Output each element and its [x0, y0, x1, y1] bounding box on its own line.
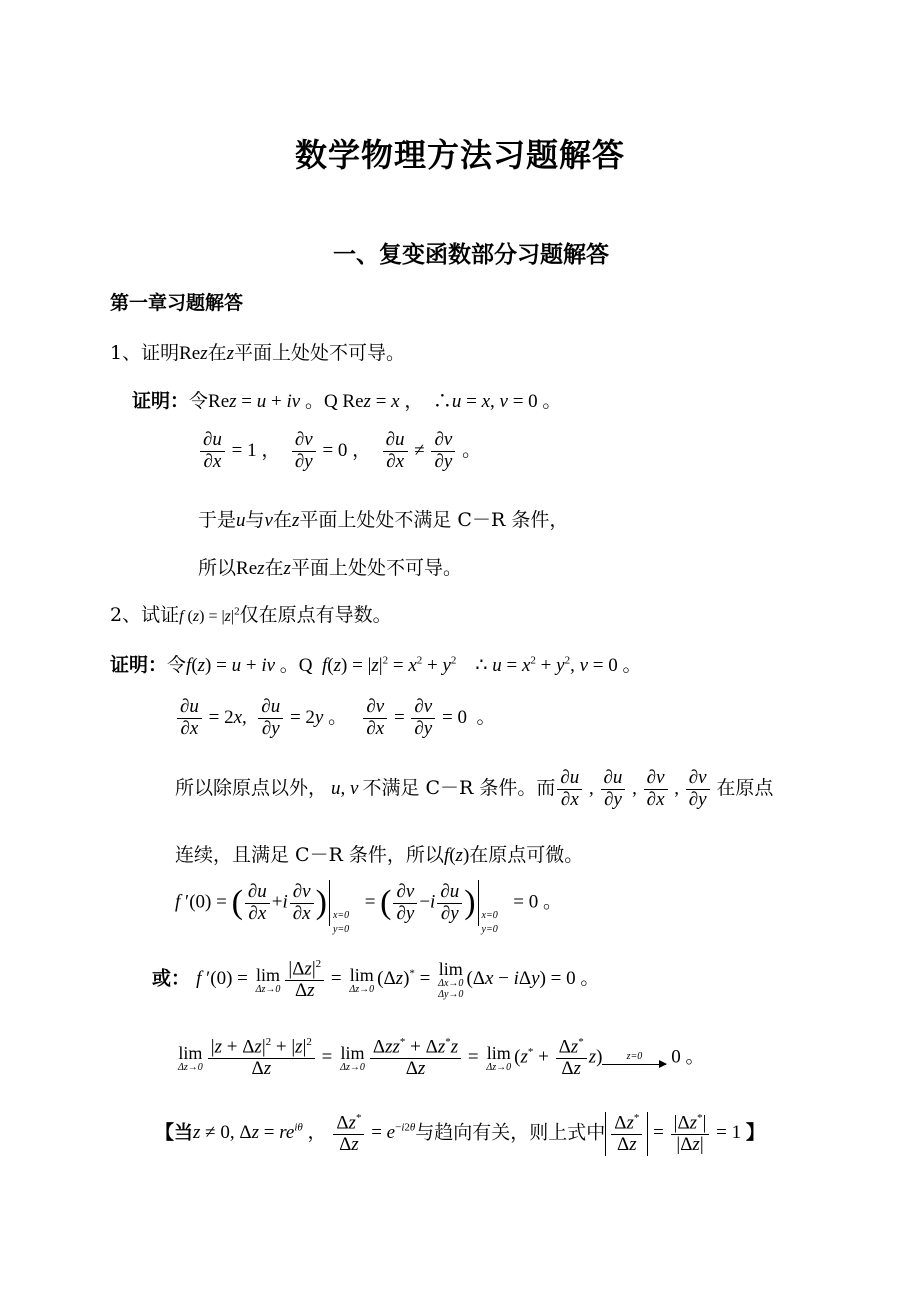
proof-2-line-1: [110, 650, 641, 677]
re-symbol: Re: [179, 343, 201, 364]
text: 在: [272, 509, 292, 531]
proof-1-conclusion-a: [198, 505, 568, 532]
var-z: z: [283, 558, 291, 579]
text-in: 在: [207, 342, 227, 364]
proof-2-equation-2: f ′(0) = ( $\frac{\partial u}{\partial x}$ +i $\frac{\partial v}{\partial x}$ ) x=0 y=0 = ( $\frac{\partial v}{\partial y}$ −i $\frac{\partial u}{\partial y}$ ) x=0 y=0 = 0 。: [175, 880, 562, 935]
equation: f ′(0) = lim Δz→0 $\frac{|\Delta z|^2}{\Delta z}$ = lim Δz→0 (Δz)* = lim Δx→0 Δy→0 (Δx − iΔy) = 0 。: [196, 958, 600, 1002]
proof-2-equation-1: $\frac{\partial u}{\partial x}$ = 2x, $\frac{\partial u}{\partial y}$ = 2y 。 $\frac{\partial v}{\partial x}$ = $\frac{\partial v}{\partial y}$ = 0 。: [175, 697, 495, 740]
text: 连续，且满足 C－R 条件，所以: [175, 844, 444, 866]
equation: f(z): [443, 845, 470, 866]
chapter-heading: 第一章习题解答: [110, 292, 244, 314]
text-let: 令: [189, 390, 209, 412]
text: 平面上处处不满足 C－R 条件，: [299, 509, 569, 531]
var-z: z: [291, 510, 300, 531]
alternative-line-2: lim Δz→0 $\frac{|z + \Delta z|^2 + |z|^2}{\Delta z}$ = lim Δz→0 $\frac{\Delta zz^* + \Delta z^*z}{\Delta z}$ = lim Δz→0 (z* + $\frac{\Delta z^*}{\Delta z}$ z) z=0 0 。: [178, 1036, 705, 1080]
re-symbol: Re: [236, 558, 258, 579]
equation: $\frac{\Delta z^*}{\Delta z}$ = $\frac{|\Delta z^*|}{|\Delta z|}$ = 1: [605, 1122, 746, 1143]
text: 所以除原点以外，: [175, 776, 328, 799]
note-line: [155, 1112, 765, 1156]
alternative-line-1: [152, 958, 599, 1002]
equation: u, v: [331, 777, 359, 799]
equation: z ≠ 0, $\Delta z = re^{i\theta}$ ， $\frac{\Delta z^*}{\Delta z}$ = $e^{-i2\theta}$: [193, 1112, 416, 1156]
text: 与: [245, 509, 265, 531]
note-open: 【当: [155, 1121, 194, 1144]
note-close: 】: [745, 1121, 765, 1144]
text: 不满足 C－R 条件。而: [362, 776, 556, 799]
page-title: 数学物理方法习题解答: [294, 136, 625, 174]
text-let: 令: [167, 654, 187, 676]
proof-label: 证明：: [110, 654, 168, 676]
text: 所以: [198, 557, 237, 579]
text: 在原点: [716, 776, 774, 799]
problem-2-statement: [110, 600, 392, 627]
text: 在原点可微。: [469, 844, 584, 866]
problem-2-number: 2、试证: [110, 604, 180, 626]
proof-1-line-1: [132, 386, 561, 413]
text: 在: [264, 557, 284, 579]
equation: Rez = u + iv 。Q Rez = x ， ∴u = x, v = 0 。: [208, 391, 562, 412]
var-z: z: [200, 343, 208, 364]
proof-1-equation: $\frac{\partial u}{\partial x}$ = 1 ， $\frac{\partial v}{\partial y}$ = 0 ， $\frac{\partial u}{\partial x}$ ≠ $\frac{\partial v}{\partial y}$ 。: [198, 430, 481, 473]
equation: f $(z) = |z|^2$: [179, 605, 240, 625]
proof-2-line-4: [175, 840, 583, 867]
problem-1-number: 1、证明: [110, 342, 180, 364]
var-z: z: [226, 343, 235, 364]
or-label: 或：: [152, 967, 191, 990]
proof-2-line-3: [175, 768, 773, 811]
equation: $\frac{\partial u}{\partial x}$ , $\frac{\partial u}{\partial y}$ , $\frac{\partial v}{\partial x}$ , $\frac{\partial v}{\partial y}$: [555, 778, 716, 799]
problem-1-statement: [110, 338, 405, 365]
problem-2-text: 仅在原点有导数。: [239, 604, 392, 626]
section-heading: 一、复变函数部分习题解答: [333, 242, 609, 268]
proof-label: 证明：: [132, 390, 190, 412]
var-z: z: [257, 558, 265, 579]
text: 于是: [198, 509, 237, 531]
equation: f(z) = u + iv 。Q $f(z) = |z|^2 = x^2 + y^2$ ∴ $u = x^2 + y^2$, v = 0 。: [186, 654, 642, 676]
proof-1-conclusion-b: [198, 553, 462, 580]
note-text: 与趋向有关，则上式中: [415, 1121, 606, 1144]
var-v: v: [264, 510, 273, 531]
var-u: u: [236, 510, 246, 531]
problem-1-text: 平面上处处不可导。: [234, 342, 406, 364]
text: 平面上处处不可导。: [290, 557, 462, 579]
